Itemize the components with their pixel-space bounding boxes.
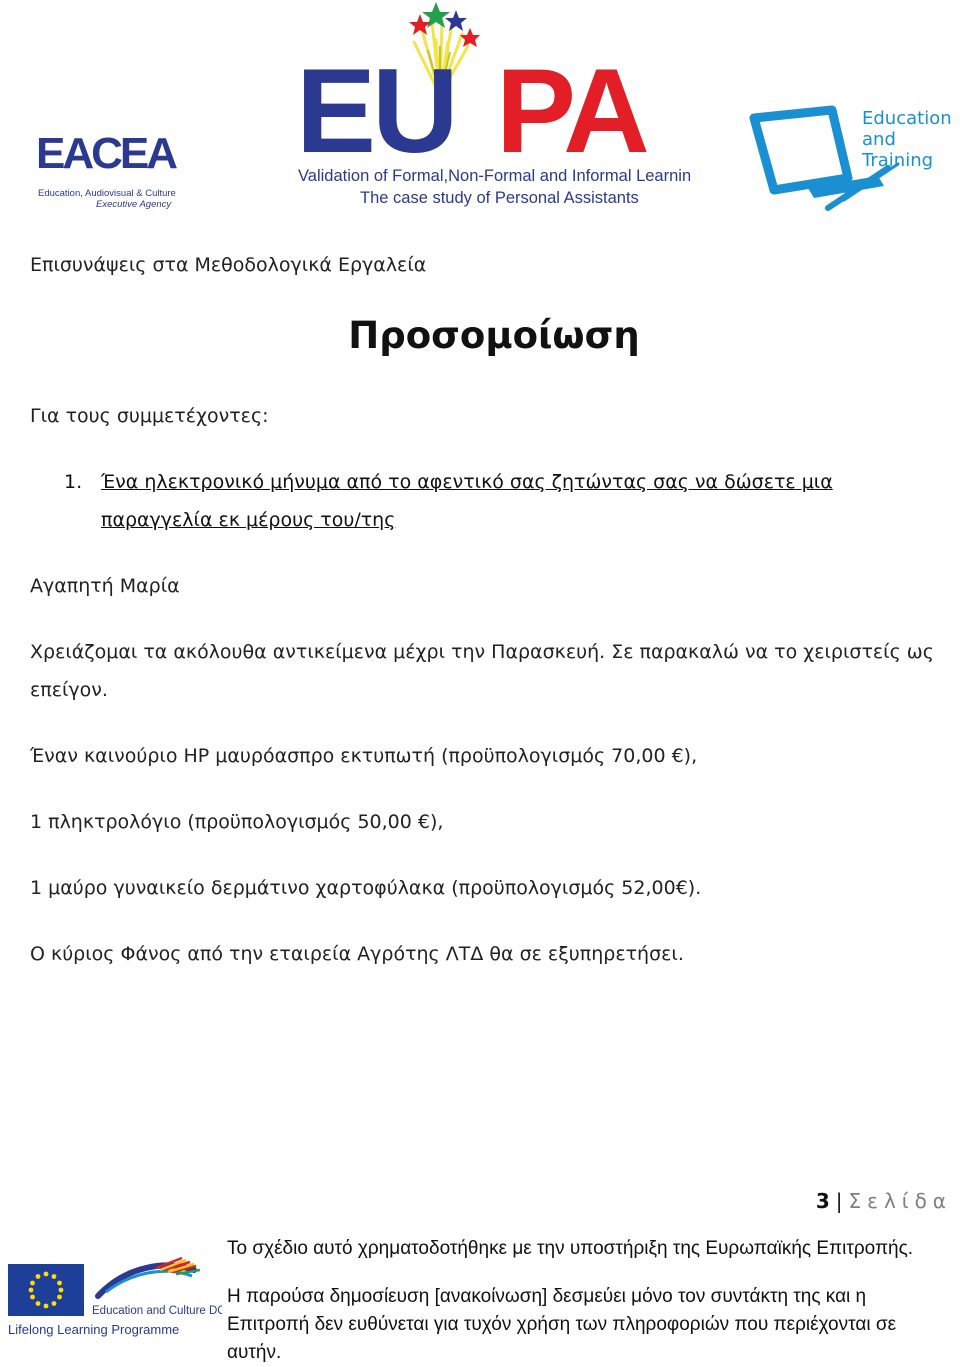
llp-programme-label: Lifelong Learning Programme (8, 1322, 180, 1337)
et-line3: Training (862, 150, 934, 171)
section-label: Επισυνάψεις στα Μεθοδολογικά Εργαλεία (30, 254, 427, 276)
task-heading: Ένα ηλεκτρονικό μήνυμα από το αφεντικό σας ζητώντας σας να δώσετε μια παραγγελία εκ μέρους του/της (101, 471, 833, 531)
footer-funding-note: Το σχέδιο αυτό χρηματοδοτήθηκε με την υποστήριξη της Ευρωπαϊκής Επιτροπής. (227, 1238, 914, 1259)
eupa-subtitle2: The case study of Personal Assistants (360, 189, 639, 207)
order-item: 1 μαύρο γυναικείο δερμάτινο χαρτοφύλακα (προϋπολογισμός 52,00€). (30, 877, 702, 899)
eacea-wordmark: EACEA (36, 129, 176, 178)
email-request: Χρειάζομαι τα ακόλουθα αντικείμενα μέχρι την Παρασκευή. Σε παρακαλώ να το χειριστείς ως επείγον. (30, 641, 934, 701)
email-greeting: Αγαπητή Μαρία (30, 575, 180, 597)
eacea-line1: Education, Audiovisual & Culture (38, 188, 176, 199)
order-item: Έναν καινούριο HP μαυρόασπρο εκτυπωτή (προϋπολογισμός 70,00 €), (30, 745, 698, 767)
page-title: Προσομοίωση (348, 314, 640, 357)
page-word: Σελίδα (848, 1189, 952, 1213)
page-number: 3 (815, 1189, 830, 1213)
llp-dg-label: Education and Culture DG (92, 1305, 222, 1317)
lifelong-learning-logo (6, 1256, 222, 1342)
eacea-line2: Executive Agency (96, 199, 172, 210)
footer-disclaimer: Η παρούσα δημοσίευση [ανακοίνωση] δεσμεύει μόνο τον συντάκτη της και η Επιτροπή δεν ευθύνεται για τυχόν χρήση των πληροφοριών που περιέχονται σε αυτήν. (227, 1286, 897, 1363)
eupa-subtitle1: Validation of Formal,Non-Formal and Informal Learning: (298, 167, 690, 185)
red-star-icon-2 (460, 28, 480, 47)
eupa-logo (290, 0, 690, 210)
page-indicator (816, 1186, 952, 1216)
education-training-logo (748, 100, 960, 212)
eacea-logo (30, 120, 180, 215)
eu-flag-icon (8, 1264, 84, 1316)
eupa-wordmark-pa: PA (496, 44, 646, 178)
page-separator: | (835, 1189, 843, 1213)
swoosh-icon (98, 1258, 200, 1296)
task-number: 1. (64, 471, 83, 493)
participants-label: Για τους συμμετέχοντες: (30, 405, 269, 427)
et-line1: Education (862, 108, 952, 129)
red-star-icon (409, 14, 431, 35)
order-item: 1 πληκτρολόγιο (προϋπολογισμός 50,00 €), (30, 811, 444, 833)
et-line2: and (862, 129, 896, 150)
eupa-wordmark-eu: EU (296, 44, 455, 178)
email-contact: Ο κύριος Φάνος από την εταιρεία Αγρότης ΛΤΔ θα σε εξυπηρετήσει. (30, 943, 684, 965)
